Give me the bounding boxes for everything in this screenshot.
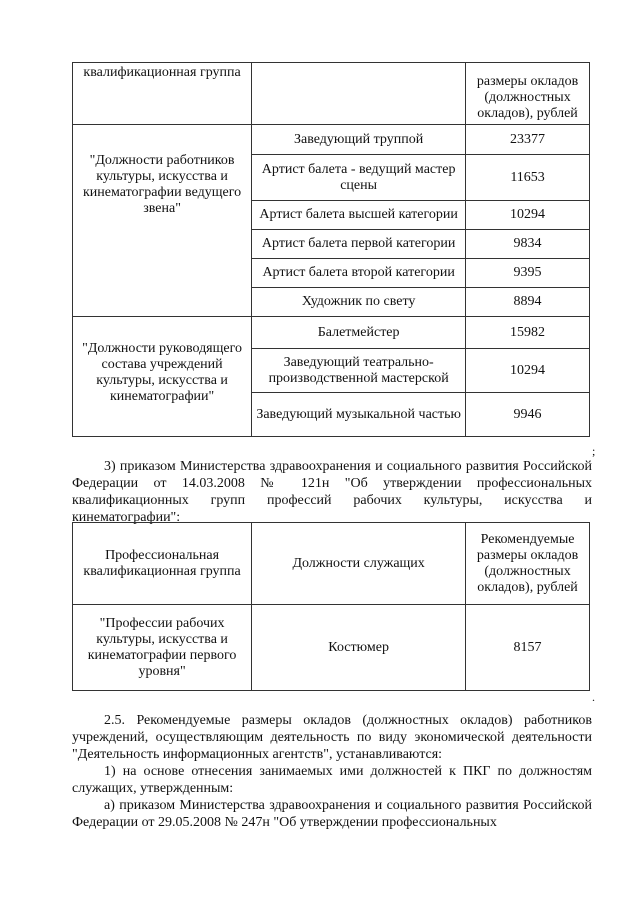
salary-cell: 8894: [466, 288, 590, 317]
table-row: [73, 125, 590, 155]
header-position-cell: Должности служащих: [252, 523, 466, 605]
salary-cell: 9395: [466, 259, 590, 288]
group-cell: "Должности работников культуры, искусства и кинематографии ведущего звена": [73, 125, 252, 317]
position-cell: Артист балета - ведущий мастер сцены: [252, 155, 466, 201]
paragraph-order-121n: 3) приказом Министерства здравоохранения и социального развития Российской Федерации от 14.03.2008 № 121н "Об утверждении профессиональных квалификационных групп профессий рабочих культуры, искусства и кинематографии":: [72, 459, 592, 525]
header-salary-cell: размеры окладов (должностных окладов), рублей: [466, 63, 590, 125]
header-group-cell: квалификационная группа: [73, 63, 252, 125]
paragraph-item-a: а) приказом Министерства здравоохранения и социального развития Российской Федерации от 29.05.2008 № 247н "Об утверждении профессиональных: [72, 798, 592, 830]
trailing-semicolon: ;: [592, 444, 596, 458]
salary-cell: 11653: [466, 155, 590, 201]
table-header-row: [73, 523, 590, 605]
paragraph-2-5: 2.5. Рекомендуемые размеры окладов (должностных окладов) работников учреждений, осуществляющим деятельность по виду экономической деятельности "Деятельность информационных агентств", устанавливаются:: [72, 713, 592, 762]
table-row: [73, 605, 590, 691]
salary-table-1: [72, 62, 590, 437]
group-cell: "Профессии рабочих культуры, искусства и кинематографии первого уровня": [73, 605, 252, 691]
salary-cell: 10294: [466, 201, 590, 230]
position-cell: Балетмейстер: [252, 317, 466, 349]
position-cell: Артист балета высшей категории: [252, 201, 466, 230]
salary-cell: 23377: [466, 125, 590, 155]
position-cell: Костюмер: [252, 605, 466, 691]
salary-cell: 8157: [466, 605, 590, 691]
paragraph-item-1: 1) на основе отнесения занимаемых ими должностей к ПКГ по должностям служащих, утвержденным:: [72, 764, 592, 796]
group-cell: "Должности руководящего состава учреждений культуры, искусства и кинематографии": [73, 317, 252, 437]
salary-cell: 10294: [466, 349, 590, 393]
position-cell: Художник по свету: [252, 288, 466, 317]
trailing-dot: .: [592, 690, 595, 704]
salary-cell: 9834: [466, 230, 590, 259]
position-cell: Артист балета второй категории: [252, 259, 466, 288]
header-group-cell: Профессиональная квалификационная группа: [73, 523, 252, 605]
salary-table-2: [72, 522, 590, 691]
header-position-cell: [252, 63, 466, 125]
table-row: [73, 317, 590, 349]
position-cell: Заведующий труппой: [252, 125, 466, 155]
salary-cell: 15982: [466, 317, 590, 349]
position-cell: Заведующий театрально-производственной мастерской: [252, 349, 466, 393]
table-header-row: [73, 63, 590, 125]
position-cell: Заведующий музыкальной частью: [252, 393, 466, 437]
salary-cell: 9946: [466, 393, 590, 437]
position-cell: Артист балета первой категории: [252, 230, 466, 259]
header-salary-cell: Рекомендуемые размеры окладов (должностных окладов), рублей: [466, 523, 590, 605]
